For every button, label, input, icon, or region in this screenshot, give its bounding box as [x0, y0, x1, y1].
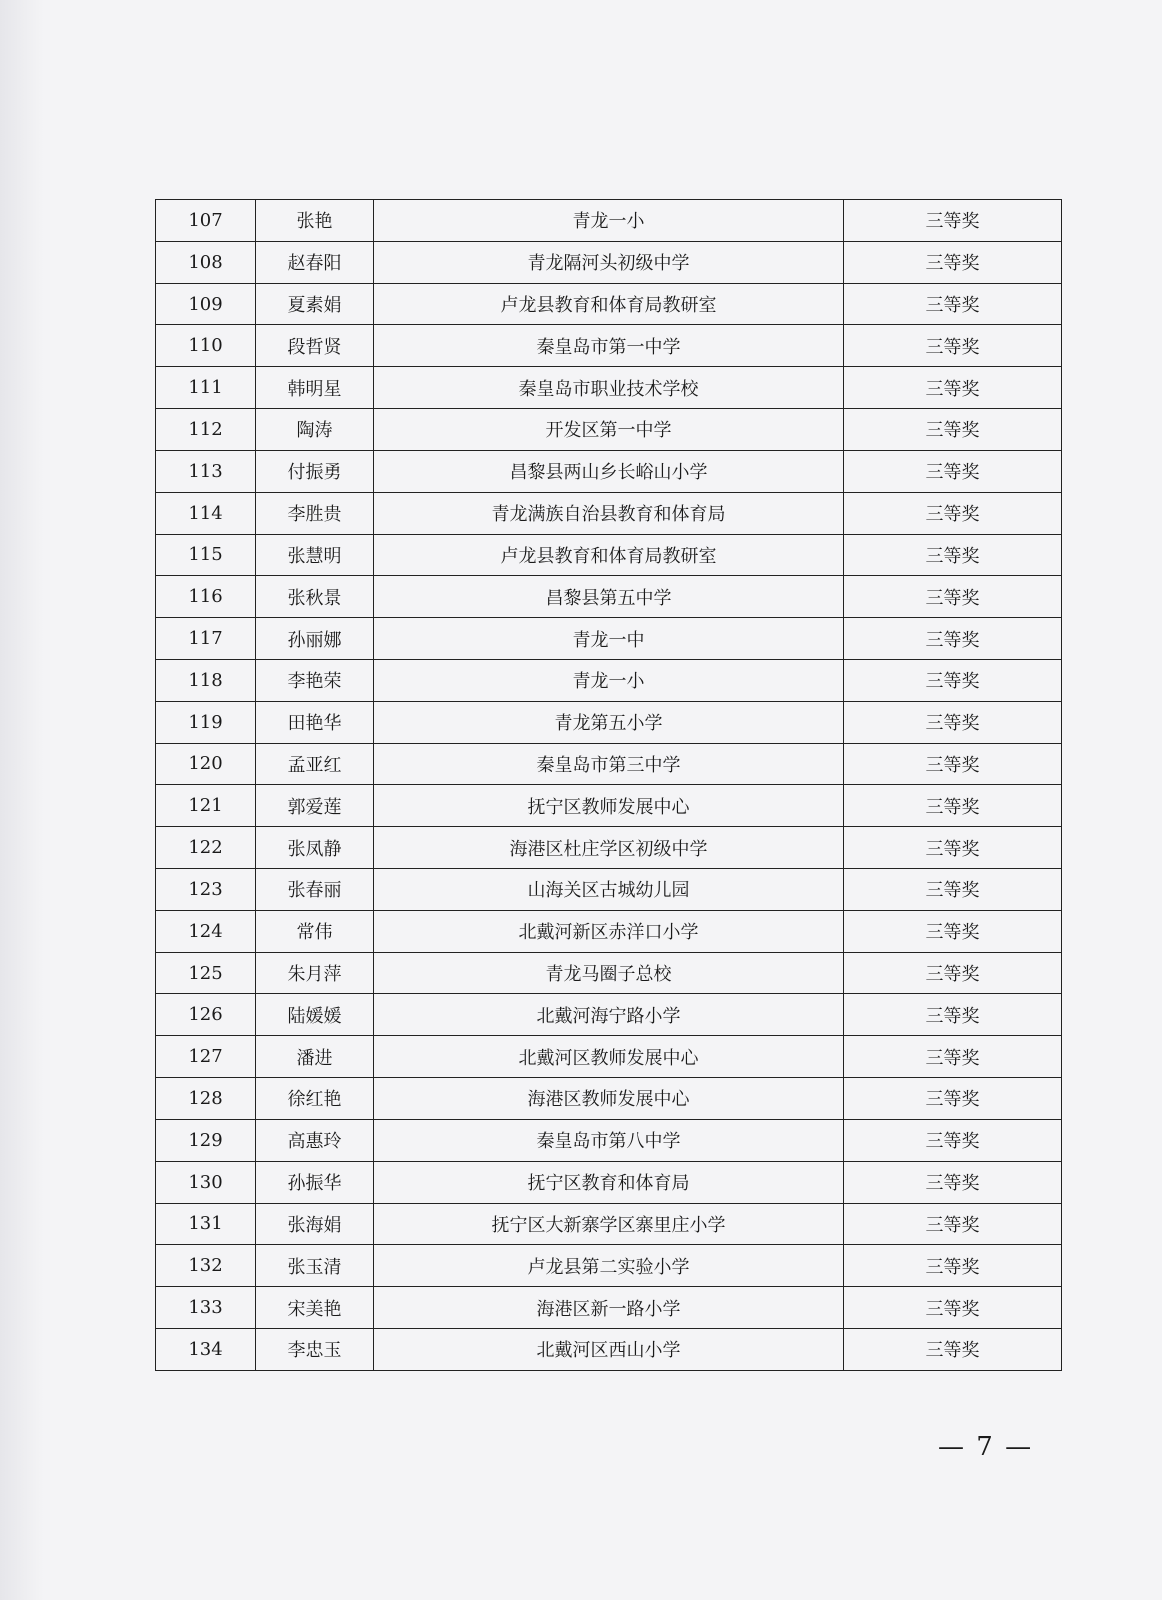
school-cell: 秦皇岛市第一中学 — [374, 325, 844, 367]
school-cell: 卢龙县教育和体育局教研室 — [374, 283, 844, 325]
school-cell: 秦皇岛市第三中学 — [374, 743, 844, 785]
winner-name-cell: 张艳 — [256, 200, 374, 242]
winner-name-cell: 孙丽娜 — [256, 618, 374, 660]
row-number-cell: 114 — [156, 492, 256, 534]
row-number-cell: 123 — [156, 869, 256, 911]
row-number-cell: 130 — [156, 1161, 256, 1203]
table-row — [156, 200, 1062, 242]
row-number-cell: 117 — [156, 618, 256, 660]
table-row — [156, 910, 1062, 952]
award-cell: 三等奖 — [844, 785, 1062, 827]
table-row — [156, 492, 1062, 534]
school-cell: 青龙第五小学 — [374, 701, 844, 743]
winner-name-cell: 孟亚红 — [256, 743, 374, 785]
row-number-cell: 118 — [156, 659, 256, 701]
winner-name-cell: 张凤静 — [256, 827, 374, 869]
award-cell: 三等奖 — [844, 450, 1062, 492]
winner-name-cell: 朱月萍 — [256, 952, 374, 994]
award-cell: 三等奖 — [844, 827, 1062, 869]
row-number-cell: 129 — [156, 1119, 256, 1161]
table-row — [156, 450, 1062, 492]
school-cell: 海港区教师发展中心 — [374, 1078, 844, 1120]
award-cell: 三等奖 — [844, 325, 1062, 367]
winner-name-cell: 李忠玉 — [256, 1328, 374, 1370]
winner-name-cell: 张玉清 — [256, 1245, 374, 1287]
winner-name-cell: 张海娟 — [256, 1203, 374, 1245]
award-cell: 三等奖 — [844, 1078, 1062, 1120]
row-number-cell: 126 — [156, 994, 256, 1036]
award-cell: 三等奖 — [844, 409, 1062, 451]
school-cell: 卢龙县第二实验小学 — [374, 1245, 844, 1287]
row-number-cell: 111 — [156, 367, 256, 409]
award-cell: 三等奖 — [844, 576, 1062, 618]
winner-name-cell: 张秋景 — [256, 576, 374, 618]
table-row — [156, 283, 1062, 325]
table-row — [156, 1328, 1062, 1370]
award-cell: 三等奖 — [844, 869, 1062, 911]
table-row — [156, 241, 1062, 283]
row-number-cell: 120 — [156, 743, 256, 785]
table-row — [156, 1036, 1062, 1078]
award-cell: 三等奖 — [844, 1245, 1062, 1287]
table-row — [156, 1119, 1062, 1161]
row-number-cell: 121 — [156, 785, 256, 827]
school-cell: 山海关区古城幼儿园 — [374, 869, 844, 911]
table-row — [156, 618, 1062, 660]
awards-table-body — [156, 200, 1062, 1371]
winner-name-cell: 李胜贵 — [256, 492, 374, 534]
table-row — [156, 701, 1062, 743]
school-cell: 青龙马圈子总校 — [374, 952, 844, 994]
row-number-cell: 124 — [156, 910, 256, 952]
table-row — [156, 576, 1062, 618]
winner-name-cell: 张慧明 — [256, 534, 374, 576]
row-number-cell: 116 — [156, 576, 256, 618]
table-row — [156, 743, 1062, 785]
scan-edge-shadow — [0, 0, 44, 1600]
winner-name-cell: 张春丽 — [256, 869, 374, 911]
award-cell: 三等奖 — [844, 283, 1062, 325]
award-cell: 三等奖 — [844, 1036, 1062, 1078]
award-cell: 三等奖 — [844, 1328, 1062, 1370]
school-cell: 秦皇岛市职业技术学校 — [374, 367, 844, 409]
awards-table — [155, 199, 1062, 1371]
row-number-cell: 133 — [156, 1287, 256, 1329]
winner-name-cell: 陶涛 — [256, 409, 374, 451]
page-number: — 7 — — [938, 1432, 1034, 1462]
award-cell: 三等奖 — [844, 743, 1062, 785]
award-cell: 三等奖 — [844, 492, 1062, 534]
award-cell: 三等奖 — [844, 659, 1062, 701]
award-cell: 三等奖 — [844, 200, 1062, 242]
winner-name-cell: 付振勇 — [256, 450, 374, 492]
row-number-cell: 131 — [156, 1203, 256, 1245]
winner-name-cell: 孙振华 — [256, 1161, 374, 1203]
award-cell: 三等奖 — [844, 1203, 1062, 1245]
award-cell: 三等奖 — [844, 367, 1062, 409]
winner-name-cell: 夏素娟 — [256, 283, 374, 325]
award-cell: 三等奖 — [844, 1287, 1062, 1329]
award-cell: 三等奖 — [844, 701, 1062, 743]
award-cell: 三等奖 — [844, 1161, 1062, 1203]
school-cell: 昌黎县两山乡长峪山小学 — [374, 450, 844, 492]
row-number-cell: 115 — [156, 534, 256, 576]
award-cell: 三等奖 — [844, 618, 1062, 660]
award-cell: 三等奖 — [844, 1119, 1062, 1161]
row-number-cell: 109 — [156, 283, 256, 325]
winner-name-cell: 宋美艳 — [256, 1287, 374, 1329]
winner-name-cell: 徐红艳 — [256, 1078, 374, 1120]
award-cell: 三等奖 — [844, 910, 1062, 952]
winner-name-cell: 段哲贤 — [256, 325, 374, 367]
school-cell: 青龙隔河头初级中学 — [374, 241, 844, 283]
winner-name-cell: 常伟 — [256, 910, 374, 952]
school-cell: 青龙满族自治县教育和体育局 — [374, 492, 844, 534]
school-cell: 青龙一小 — [374, 659, 844, 701]
table-row — [156, 1245, 1062, 1287]
winner-name-cell: 郭爱莲 — [256, 785, 374, 827]
row-number-cell: 134 — [156, 1328, 256, 1370]
school-cell: 海港区新一路小学 — [374, 1287, 844, 1329]
school-cell: 抚宁区大新寨学区寨里庄小学 — [374, 1203, 844, 1245]
table-row — [156, 534, 1062, 576]
row-number-cell: 113 — [156, 450, 256, 492]
school-cell: 开发区第一中学 — [374, 409, 844, 451]
table-row — [156, 1078, 1062, 1120]
school-cell: 秦皇岛市第八中学 — [374, 1119, 844, 1161]
table-row — [156, 325, 1062, 367]
school-cell: 北戴河区西山小学 — [374, 1328, 844, 1370]
row-number-cell: 125 — [156, 952, 256, 994]
school-cell: 青龙一中 — [374, 618, 844, 660]
table-row — [156, 952, 1062, 994]
table-row — [156, 1203, 1062, 1245]
row-number-cell: 132 — [156, 1245, 256, 1287]
table-row — [156, 409, 1062, 451]
school-cell: 北戴河海宁路小学 — [374, 994, 844, 1036]
table-row — [156, 994, 1062, 1036]
row-number-cell: 110 — [156, 325, 256, 367]
winner-name-cell: 潘进 — [256, 1036, 374, 1078]
school-cell: 抚宁区教育和体育局 — [374, 1161, 844, 1203]
school-cell: 北戴河新区赤洋口小学 — [374, 910, 844, 952]
table-row — [156, 659, 1062, 701]
award-cell: 三等奖 — [844, 534, 1062, 576]
table-row — [156, 1161, 1062, 1203]
school-cell: 海港区杜庄学区初级中学 — [374, 827, 844, 869]
winner-name-cell: 李艳荣 — [256, 659, 374, 701]
table-row — [156, 785, 1062, 827]
award-cell: 三等奖 — [844, 952, 1062, 994]
table-row — [156, 367, 1062, 409]
table-row — [156, 869, 1062, 911]
table-row — [156, 1287, 1062, 1329]
school-cell: 青龙一小 — [374, 200, 844, 242]
school-cell: 抚宁区教师发展中心 — [374, 785, 844, 827]
school-cell: 卢龙县教育和体育局教研室 — [374, 534, 844, 576]
row-number-cell: 112 — [156, 409, 256, 451]
winner-name-cell: 高惠玲 — [256, 1119, 374, 1161]
award-cell: 三等奖 — [844, 241, 1062, 283]
row-number-cell: 107 — [156, 200, 256, 242]
row-number-cell: 127 — [156, 1036, 256, 1078]
winner-name-cell: 陆媛媛 — [256, 994, 374, 1036]
table-row — [156, 827, 1062, 869]
award-cell: 三等奖 — [844, 994, 1062, 1036]
winner-name-cell: 韩明星 — [256, 367, 374, 409]
row-number-cell: 108 — [156, 241, 256, 283]
row-number-cell: 119 — [156, 701, 256, 743]
winner-name-cell: 赵春阳 — [256, 241, 374, 283]
row-number-cell: 128 — [156, 1078, 256, 1120]
winner-name-cell: 田艳华 — [256, 701, 374, 743]
row-number-cell: 122 — [156, 827, 256, 869]
school-cell: 北戴河区教师发展中心 — [374, 1036, 844, 1078]
school-cell: 昌黎县第五中学 — [374, 576, 844, 618]
